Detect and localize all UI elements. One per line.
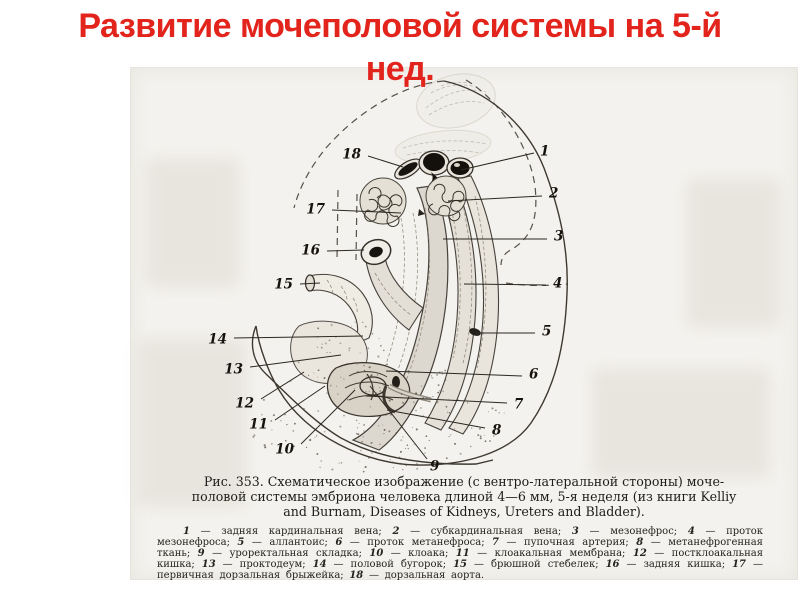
figure-label-18: 18 [342, 146, 361, 163]
title-line-2: нед. [365, 50, 435, 88]
legend-item-4: 4 — проток мезонефроса; [157, 526, 764, 548]
legend-item-2: 2 — субкардинальная вена; [392, 526, 572, 537]
figure-label-3: 3 [554, 228, 564, 245]
figure-label-7: 7 [514, 396, 524, 413]
legend-item-3: 3 — мезонефрос; [571, 526, 688, 537]
figure-label-5: 5 [542, 323, 552, 340]
figure-caption [150, 475, 778, 519]
legend-item-5: 5 — аллантоис; [237, 537, 336, 548]
leader-line-10 [301, 390, 355, 444]
leader-line-18 [368, 156, 403, 167]
figure-label-17: 17 [306, 201, 325, 218]
legend-item-7: 7 — пупочная артерия; [492, 537, 637, 548]
embryo-diagram [131, 68, 799, 478]
scanned-figure [130, 67, 798, 580]
legend-item-1: 1 — задняя кардинальная вена; [183, 526, 393, 537]
figure-label-15: 15 [274, 276, 293, 293]
figure-label-2: 2 [549, 185, 559, 202]
legend-item-15: 15 — брюшной стебелек; [453, 559, 606, 570]
figure-label-9: 9 [430, 458, 440, 475]
figure-label-1: 1 [540, 143, 550, 160]
figure-label-11: 11 [249, 416, 268, 433]
legend-item-8: 8 — метанефрогенная ткань; [157, 537, 763, 559]
legend-item-9: 9 — уроректальная складка; [197, 548, 370, 559]
figure-label-10: 10 [275, 441, 294, 458]
leader-line-11 [275, 386, 325, 420]
legend-item-11: 11 — клоакальная мембрана; [455, 548, 633, 559]
legend-item-10: 10 — клоака; [369, 548, 456, 559]
figure-label-12: 12 [235, 395, 254, 412]
caption-line-2: половой системы эмбриона человека длиной 4—6 мм, 5-я неделя (из книги Kelliy [191, 488, 737, 504]
legend-item-17: 17 — первичная дорзальная брыжейка; [157, 559, 763, 581]
figure-label-16: 16 [301, 242, 320, 259]
legend-item-14: 14 — половой бугорок; [312, 559, 454, 570]
caption-line-1: Рис. 353. Схематическое изображение (с вентро-латеральной стороны) моче- [203, 474, 725, 489]
page-title [0, 5, 800, 91]
leader-line-16 [327, 250, 364, 251]
legend-item-12: 12 — постклоакальная кишка; [157, 548, 763, 570]
legend-item-6: 6 — проток метанефроса; [335, 537, 493, 548]
figure-legend [157, 526, 763, 581]
caption-line-3: and Burnam, Diseases of Kidneys, Ureters and Bladder). [283, 503, 645, 519]
legend-item-18: 18 — дорзальная аорта. [349, 570, 485, 581]
figure-label-4: 4 [553, 275, 563, 292]
figure-label-14: 14 [208, 331, 227, 348]
figure-label-13: 13 [224, 361, 243, 378]
title-line-1: Развитие мочеполовой системы на 5-й [78, 7, 722, 45]
figure-label-8: 8 [492, 422, 502, 439]
figure-label-6: 6 [529, 366, 539, 383]
legend-item-13: 13 — проктодеум; [201, 559, 313, 570]
legend-item-16: 16 — задняя кишка; [605, 559, 733, 570]
